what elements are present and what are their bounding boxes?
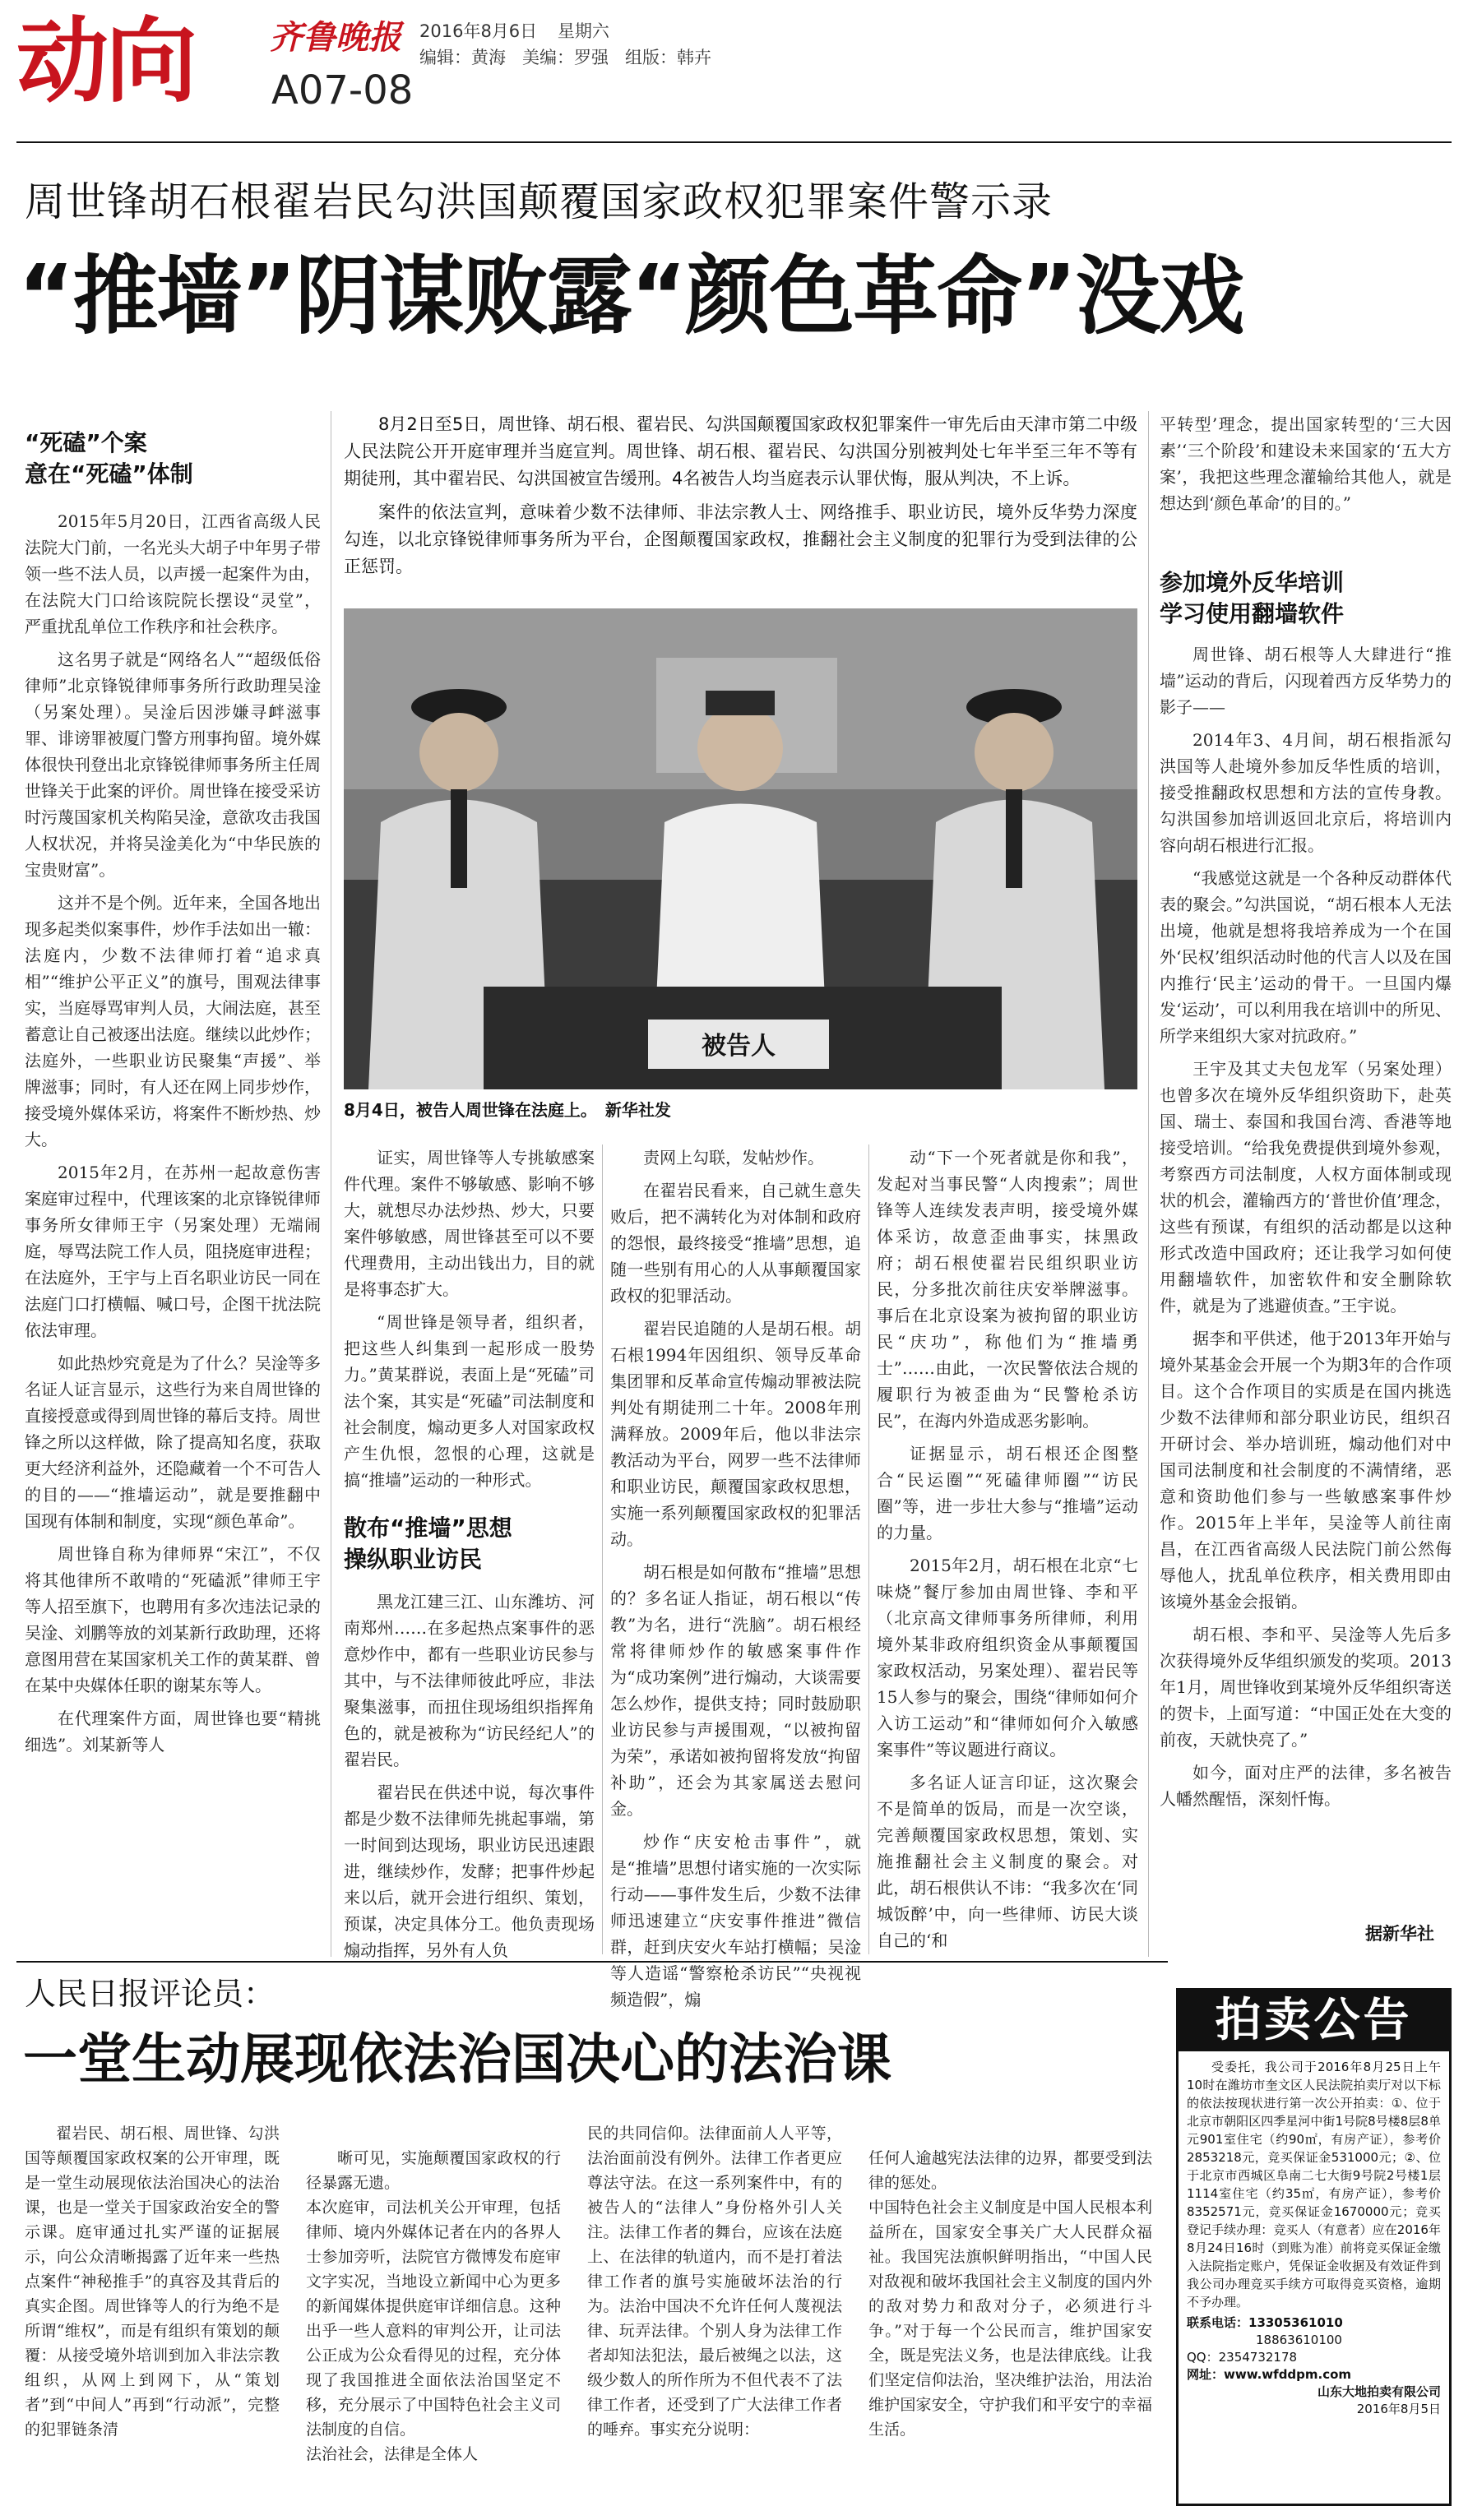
col3-paragraph: 胡石根是如何散布“推墙”思想的？多名证人指证，胡石根以“传教”为名，进行“洗脑”。胡石根经常将律师炒作的敏感案事件作为“成功案例”进行煽动，大谈需要怎么炒作，提供支持；同时鼓励职业访民参与声援围观，“以被拘留为荣”，承诺如被拘留将发放“拘留补助”，还会为其家属送去慰问金。 bbox=[610, 1562, 861, 1819]
header-divider bbox=[16, 141, 1452, 143]
lead-paragraph: 8月2日至5日，周世锋、胡石根、翟岩民、勾洪国颠覆国家政权犯罪案件一审先后由天津市第二中级人民法院公开开庭审理并当庭宣判。周世锋、胡石根、翟岩民、勾洪国分别被判处七年半至三年不等有期徒刑，其中翟岩民、勾洪国被宣告缓刑。4名被告人均当庭表示认罪伏悔，服从判决，不上诉。 bbox=[344, 414, 1137, 488]
byline: 据新华社 bbox=[1365, 1924, 1434, 1944]
auction-date: 2016年8月5日 bbox=[1356, 2402, 1441, 2416]
col3-body bbox=[610, 1144, 861, 2009]
auction-contact: 联系电话：13305361010 bbox=[1187, 2315, 1343, 2330]
court-photo-illustration bbox=[344, 608, 1137, 1089]
col3-paragraph: 炒作“庆安枪击事件”，就是“推墙”思想付诸实施的一次实际行动——事件发生后，少数不法律师迅速建立“庆安事件推进”微信群，赶到庆安火车站打横幅；吴淦等人造谣“警察枪杀访民”“央视视频造假”，煽 bbox=[610, 1832, 861, 2009]
col4-paragraph: 证据显示，胡石根还企图整合“民运圈”“死磕律师圈”“访民圈”等，进一步壮大参与“推墙”运动的力量。 bbox=[877, 1444, 1138, 1542]
col1-paragraph: 2015年5月20日，江西省高级人民法院大门前，一名光头大胡子中年男子带领一些不法人员，以声援一起案件为由，在法院大门口给该院院长摆设“灵堂”，严重扰乱单位工作秩序和社会秩序。 bbox=[25, 511, 321, 636]
col1-paragraph: 2015年2月，在苏州一起故意伤害案庭审过程中，代理该案的北京锋锐律师事务所女律师王宇（另案处理）无端闹庭，辱骂法院工作人员，阻挠庭审进程；在法庭外，王宇与上百名职业访民一同在法庭门口打横幅、喊口号，企图干扰法院依法审理。 bbox=[25, 1163, 321, 1340]
commentary-col4: 任何人逾越宪法法律的边界，都要受到法律的惩处。 中国特色社会主义制度是中国人民根本利益所在，国家安全事关广大人民群众福祉。我国宪法旗帜鲜明指出，“中国人民对敌视和破坏我国社会主义制度的国内外的敌对势力和敌对分子，必须进行斗争。”对于每一个公民而言，维护国家安全，既是宪法义务，也是法律底线。让我们坚定信仰法治，坚决维护法治，用法治维护国家安全，守护我们和平安宁的幸福生活。 bbox=[868, 2149, 1152, 2439]
col5-subhead-line1: 参加境外反华培训 bbox=[1160, 569, 1345, 596]
auction-phone2: 18863610100 bbox=[1256, 2333, 1342, 2347]
paper-name: 齐鲁晚报 bbox=[270, 18, 401, 57]
col2-subhead-line1: 散布“推墙”思想 bbox=[344, 1514, 512, 1542]
auction-notice bbox=[1176, 1988, 1452, 2506]
col3-paragraph: 在翟岩民看来，自己就生意失败后，把不满转化为对体制和政府的怨恨，最终接受“推墙”思想，追随一些别有用心的人从事颠覆国家政权的犯罪活动。 bbox=[610, 1181, 861, 1306]
commentary-col2: 晰可见，实施颠覆国家政权的行径暴露无遗。 本次庭审，司法机关公开审理，包括律师、境内外媒体记者在内的各界人士参加旁听，法院官方微博发布庭审文字实况，当地设立新闻中心为更多的新闻媒体提供庭审详细信息。这种出乎一些人意料的审判公开，让司法公正成为公众看得见的过程，充分体现了我国推进全面依法治国坚定不移，充分展示了中国特色社会主义司法制度的自信。 法治社会，法律是全体人 bbox=[306, 2149, 561, 2463]
auction-qq: QQ：2354732178 bbox=[1187, 2350, 1298, 2365]
col1-paragraph: 这名男子就是“网络名人”“超级低俗律师”北京锋锐律师事务所行政助理吴淦（另案处理）。吴淦后因涉嫌寻衅滋事罪、诽谤罪被厦门警方刑事拘留。境外媒体很快刊登出北京锋锐律师事务所主任周世锋关于此案的评价。周世锋在接受采访时污蔑国家机关构陷吴淦，意欲攻击我国人权状况，并将吴淦美化为“中华民族的宝贵财富”。 bbox=[25, 650, 321, 880]
col1-paragraph: 这并不是个例。近年来，全国各地出现多起类似案事件，炒作手法如出一辙：法庭内，少数不法律师打着“追求真相”“维护公平正义”的旗号，围观法律事实，当庭辱骂审判人员，大闹法庭，甚至蓄意让自己被逐出法庭。继续以此炒作；法庭外，一些职业访民聚集“声援”、举牌滋事；同时，有人还在网上同步炒作，接受境外媒体采访，将案件不断炒热、炒大。 bbox=[25, 893, 321, 1149]
col5-paragraph: 周世锋、胡石根等人大肆进行“推墙”运动的背后，闪现着西方反华势力的影子—— bbox=[1160, 645, 1452, 717]
col5-paragraph: 如今，面对庄严的法律，多名被告人幡然醒悟，深刻忏悔。 bbox=[1160, 1763, 1452, 1809]
col2-paragraph: 翟岩民在供述中说，每次事件都是少数不法律师先挑起事端，第一时间到达现场，职业访民迅速跟进，继续炒作，发酵；把事件炒起来以后，就开会进行组织、策划，预谋，决定具体分工。他负责现场煽动指挥，另外有人负 bbox=[344, 1782, 595, 1960]
commentary-headline: 一堂生动展现依法治国决心的法治课 bbox=[23, 2028, 891, 2091]
col2-body-top bbox=[344, 1144, 595, 1490]
court-photo bbox=[344, 608, 1137, 1089]
commentary-kicker: 人民日报评论员： bbox=[25, 1976, 276, 2012]
issue-date: 2016年8月6日 bbox=[419, 21, 538, 41]
col3-paragraph: 翟岩民追随的人是胡石根。胡石根1994年因组织、领导反革命集团罪和反革命宣传煽动罪被法院判处有期徒刑二十年。2008年刑满释放。2009年后，他以非法宗教活动为平台，网罗一些不法律师和职业访民，颠覆国家政权思想，实施一系列颠覆国家政权的犯罪活动。 bbox=[610, 1319, 861, 1549]
col2-paragraph: 证实，周世锋等人专挑敏感案件代理。案件不够敏感、影响不够大，就想尽办法炒热、炒大，只要案件够敏感，周世锋甚至可以不要代理费用，主动出钱出力，目的就是将事态扩大。 bbox=[344, 1148, 595, 1299]
dock-sign: 被告人 bbox=[702, 1032, 776, 1061]
col4-paragraph: 多名证人证言印证，这次聚会不是简单的饭局，而是一次空谈，完善颠覆国家政权思想，策划、实施推翻社会主义制度的聚会。对此，胡石根供认不讳：“我多次在‘同城饭醉’中，向一些律师、访民大谈自己的‘和 bbox=[877, 1773, 1138, 1950]
main-headline: “推墙”阴谋败露“颜色革命”没戏 bbox=[18, 246, 1243, 346]
col1-paragraph: 周世锋自称为律师界“宋江”，不仅将其他律所不敢啃的“死磕派”律师王宇等人招至旗下，也聘用有多次违法记录的吴淦、刘鹏等放的刘某新行政助理，还将意图用营在某国家机关工作的黄某群、曾在某中央媒体任职的谢某东等人。 bbox=[25, 1544, 321, 1695]
auction-website: 网址：www.wfddpm.com bbox=[1187, 2367, 1352, 2382]
col1-subhead-line2: 意在“死磕”体制 bbox=[25, 460, 193, 488]
col4-paragraph: 2015年2月，胡石根在北京“七味烧”餐厅参加由周世锋、李和平（北京高文律师事务所律师，利用境外某非政府组织资金从事颠覆国家政权活动，另案处理）、翟岩民等15人参与的聚会，围绕“律师如何介入访工运动”和“律师如何介入敏感案事件”等议题进行商议。 bbox=[877, 1556, 1138, 1759]
lead-paragraph: 案件的依法宣判，意味着少数不法律师、非法宗教人士、网络推手、职业访民，境外反华势力深度勾连，以北京锋锐律师事务所为平台，企图颠覆国家政权，推翻社会主义制度的犯罪行为受到法律的公正惩罚。 bbox=[344, 502, 1137, 576]
col1-subhead-line1: “死磕”个案 bbox=[25, 429, 147, 456]
col5-paragraph: “我感觉这就是一个各种反动群体代表的聚会。”勾洪国说，“胡石根本人无法出境，他就是想将我培养成为一个在国外‘民权’组织活动时他的代言人以及在国内推行‘民主’运动的骨干。一旦国内爆发‘运动’，可以利用我在培训中的所见、所学来组织大家对抗政府。” bbox=[1160, 868, 1452, 1046]
page-number: A07-08 bbox=[271, 67, 414, 113]
lead-block bbox=[344, 411, 1137, 587]
col1-paragraph: 在代理案件方面，周世锋也要“精挑细选”。刘某新等人 bbox=[25, 1709, 321, 1755]
col1-body bbox=[25, 508, 321, 1947]
col5-body-top bbox=[1160, 411, 1452, 555]
col5-paragraph: 王宇及其丈夫包龙军（另案处理）也曾多次在境外反华组织资助下，赴英国、瑞士、泰国和我国台湾、香港等地接受培训。“给我免费提供到境外参观，考察西方司法制度，人权方面体制或现状的机会，灌输西方的‘普世价值’理念，这些有预谋，有组织的活动都是以这种形式改造中国政府；还让我学习如何使用翻墙软件，加密软件和安全删除软件，就是为了逃避侦查。”王宇说。 bbox=[1160, 1059, 1452, 1315]
col5-paragraph: 2014年3、4月间，胡石根指派勾洪国等人赴境外参加反华性质的培训，接受推翻政权思想和方法的宣传身教。勾洪国参加培训返回北京后，将培训内容向胡石根进行汇报。 bbox=[1160, 730, 1452, 855]
col4-paragraph: 动“下一个死者就是你和我”，发起对当事民警“人肉搜索”；周世锋等人连续发表声明，接受境外媒体采访，故意歪曲事实，抹黑政府；胡石根使翟岩民组织职业访民，分多批次前往庆安举牌滋事。事后在北京设案为被拘留的职业访民“庆功”，称他们为“推墙勇士”……由此，一次民警依法合规的履职行为被歪曲为“民警枪杀访民”，在海内外造成恶劣影响。 bbox=[877, 1148, 1138, 1431]
col2-paragraph: “周世锋是领导者，组织者，把这些人纠集到一起形成一股势力。”黄某群说，表面上是“死磕”司法个案，其实是“死磕”司法制度和社会制度，煽动更多人对国家政权产生仇恨，忽恨的心理，这就是搞“推墙”运动的一种形式。 bbox=[344, 1312, 595, 1490]
col2-body-bottom bbox=[344, 1588, 595, 1960]
commentary-col3: 民的共同信仰。法律面前人人平等，法治面前没有例外。法律工作者更应尊法守法。在这一系列案件中，有的被告人的“法律人”身份格外引人关注。法律工作者的舞台，应该在法庭上、在法律的轨道内，而不是打着法律工作者的旗号实施破坏法治的行为。法治中国决不允许任何人蔑视法律、玩弄法律。个别人身为法律工作者却知法犯法，最后被绳之以法，这级少数人的所作所为不但代表不了法律工作者，还受到了广大法律工作者的唾弃。事实充分说明： bbox=[587, 2125, 842, 2439]
col5-body-bottom bbox=[1160, 641, 1452, 1949]
col2-subhead-line2: 操纵职业访民 bbox=[344, 1546, 483, 1573]
auction-company: 山东大地拍卖有限公司 bbox=[1317, 2384, 1441, 2399]
col5-paragraph: 据李和平供述，他于2013年开始与境外某基金会开展一个为期3年的合作项目。这个合作项目的实质是在国内挑选少数不法律师和部分职业访民，组织召开研讨会、举办培训班，煽动他们对中国司法制度和社会制度的不满情绪，恶意和资助他们参与一些敏感案事件炒作。2015年上半年，吴淦等人前往南昌，在江西省高级人民法院门前公然侮辱他人，扰乱单位秩序，相关费用即由该境外基金会报销。 bbox=[1160, 1329, 1452, 1611]
col5-paragraph: 胡石根、李和平、吴淦等人先后多次获得境外反华组织颁发的奖项。2013年1月，周世锋收到某境外反华组织寄送的贺卡，上面写道：“中国正处在大变的前夜，天就快亮了。” bbox=[1160, 1625, 1452, 1750]
auction-title: 拍卖公告 bbox=[1179, 1991, 1449, 2051]
editor-credits: 编辑：黄海 美编：罗强 组版：韩卉 bbox=[419, 48, 712, 67]
issue-weekday: 星期六 bbox=[557, 21, 609, 41]
section-title: 动向 bbox=[16, 8, 194, 115]
col5-subhead-line2: 学习使用翻墙软件 bbox=[1160, 600, 1345, 627]
col2-paragraph: 黑龙江建三江、山东潍坊、河南郑州……在多起热点案事件的恶意炒作中，都有一些职业访民参与其中，与不法律师彼此呼应，非法聚集滋事，而扭住现场组织指挥角色的，就是被称为“访民经纪人”的翟岩民。 bbox=[344, 1592, 595, 1769]
commentary-col1: 翟岩民、胡石根、周世锋、勾洪国等颠覆国家政权案的公开审理，既是一堂生动展现依法治国决心的法治课，也是一堂关于国家政治安全的警示课。庭审通过扎实严谨的证据展示，向公众清晰揭露了近年来一些热点案件“神秘推手”的真容及其背后的真实企图。周世锋等人的行为绝不是所谓“维权”，而是有组织有策划的颠覆：从接受境外培训到加入非法宗教组织，从网上到网下，从“策划者”到“中间人”再到“行动派”，完整的犯罪链条清 bbox=[25, 2125, 280, 2439]
col4-body bbox=[877, 1144, 1138, 1954]
col3-paragraph: 责网上勾联，发帖炒作。 bbox=[643, 1148, 824, 1168]
col1-paragraph: 如此热炒究竟是为了什么？吴淦等多名证人证言显示，这些行为来自周世锋的直接授意或得到周世锋的幕后支持。周世锋之所以这样做，除了提高知名度，获取更大经济利益外，还隐藏着一个不可告人的目的——“推墙运动”，就是要推翻中国现有体制和制度，实现“颜色革命”。 bbox=[25, 1353, 321, 1531]
section-divider bbox=[16, 1961, 1168, 1963]
col5-paragraph: 平转型’理念，提出国家转型的‘三大因素’‘三个阶段’和建设未来国家的‘五大方案’，我把这些理念灌输给其他人，就是想达到‘颜色革命’的目的。” bbox=[1160, 414, 1452, 513]
photo-caption: 8月4日，被告人周世锋在法庭上。 新华社发 bbox=[344, 1100, 671, 1120]
auction-body: 受委托，我公司于2016年8月25日上午10时在潍坊市奎文区人民法院拍卖厅对以下标的依法按现状进行第一次公开拍卖：①、位于北京市朝阳区四季星河中街1号院8号楼8层8单元901室住宅（约90㎡，有房产证），参考价2853218元，竞买保证金531000元；②、位于北京市西城区阜南二七大街9号院2号楼1层1114室住宅（约35㎡，有房产证），参考价8352571元，竞买保证金1670000元；竞买登记手续办理：竞买人（有意者）应在2016年8月24日16时（到账为准）前将竞买保证金缴入法院指定账户，凭保证金收据及有效证件到我公司办理竞买手续方可取得竞买资格，逾期不予办理。 bbox=[1187, 2060, 1441, 2310]
main-kicker: 周世锋胡石根翟岩民勾洪国颠覆国家政权犯罪案件警示录 bbox=[25, 178, 1054, 225]
